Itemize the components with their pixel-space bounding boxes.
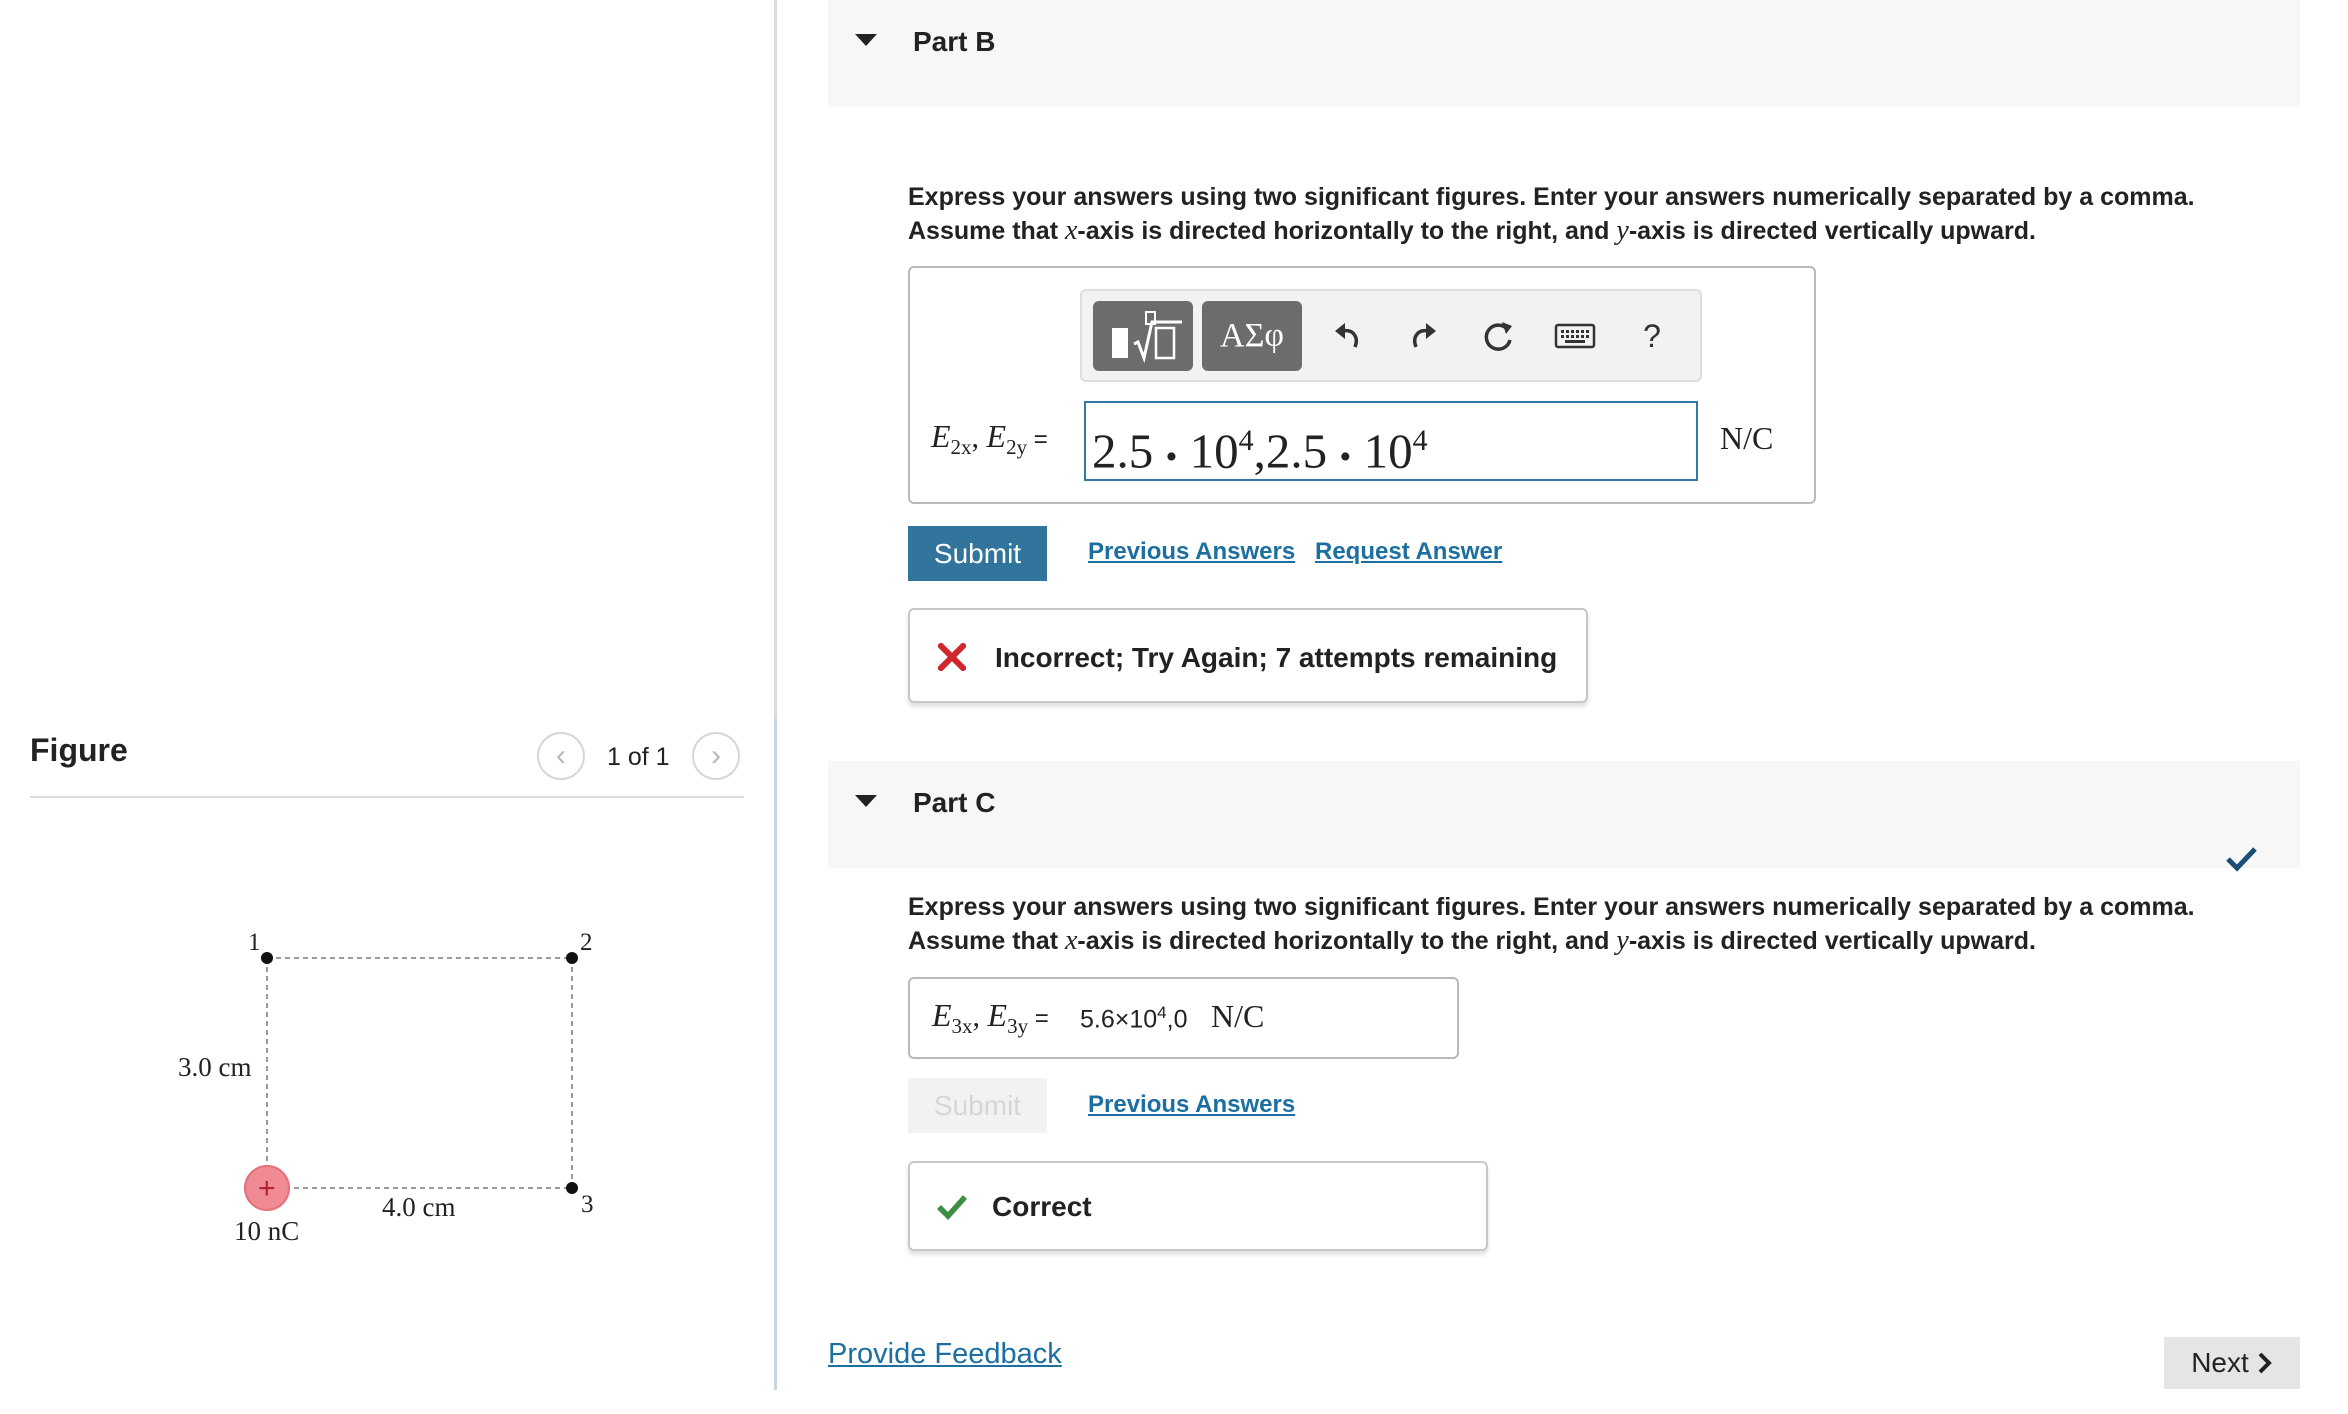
incorrect-x-icon — [938, 643, 966, 671]
provide-feedback-link[interactable]: Provide Feedback — [828, 1338, 1062, 1370]
part-c-answer-box — [908, 977, 1459, 1059]
point-2-dot — [566, 952, 578, 964]
part-b-header[interactable] — [828, 0, 2300, 107]
part-b-instructions — [908, 181, 2328, 248]
redo-icon — [1406, 319, 1440, 353]
redo-button[interactable] — [1393, 305, 1453, 367]
collapse-caret-icon — [855, 34, 877, 46]
templates-button[interactable] — [1093, 301, 1193, 371]
part-c-header[interactable] — [828, 761, 2300, 868]
figure-prev-button[interactable] — [537, 732, 585, 780]
point-1-label: 1 — [248, 929, 261, 956]
part-c-unit: N/C — [1211, 998, 1265, 1034]
keyboard-button[interactable] — [1542, 305, 1608, 367]
dashed-rectangle — [267, 958, 572, 1188]
part-c-instructions — [908, 891, 2328, 958]
keyboard-icon — [1554, 321, 1596, 351]
charge-figure — [0, 900, 770, 1260]
reset-button[interactable] — [1468, 305, 1528, 367]
part-c-answer-value: $5.6\times 10^4,0$ — [1080, 1003, 1188, 1034]
part-c-submit-button[interactable]: Submit — [908, 1078, 1047, 1133]
part-b-request-answer-link[interactable]: Request Answer — [1315, 538, 1503, 565]
figure-pager: 1 of 1 — [607, 743, 670, 771]
correct-check-icon — [936, 1193, 968, 1221]
greek-symbols-button[interactable]: ΑΣφ — [1202, 301, 1302, 371]
point-3-label: 3 — [581, 1191, 594, 1218]
part-c-previous-answers-link[interactable]: Previous Answers — [1088, 1091, 1296, 1118]
help-button[interactable]: ? — [1643, 317, 1661, 354]
part-b-unit: N/C — [1720, 420, 1774, 456]
point-2-label: 2 — [580, 929, 593, 956]
part-b-feedback-text: Incorrect; Try Again; 7 attempts remaining — [995, 642, 1558, 673]
part-b-answer-input[interactable]: 2.5 • $10^4,2.5$ • $10^4$ — [1084, 401, 1698, 481]
part-c-feedback-text: Correct — [992, 1191, 1092, 1222]
figure-next-button[interactable] — [692, 732, 740, 780]
undo-button[interactable] — [1318, 305, 1378, 367]
part-b-submit-button[interactable]: Submit — [908, 526, 1047, 581]
part-b-title: Part B — [913, 26, 996, 57]
part-b-feedback — [908, 608, 1588, 703]
figure-title: Figure — [30, 732, 128, 768]
part-c-feedback — [908, 1161, 1488, 1251]
collapse-caret-icon — [855, 795, 877, 807]
part-b-instruction-line2: Assume that x-axis is directed horizontally to the right, and y-axis is directed vertically upward. — [908, 215, 2036, 246]
completed-check-icon — [2225, 844, 2259, 874]
part-b-previous-answers-link[interactable]: Previous Answers — [1088, 538, 1296, 565]
next-button-label: Next — [2191, 1347, 2249, 1378]
part-c-title: Part C — [913, 787, 996, 818]
charge-plus-sign: + — [258, 1172, 276, 1205]
reset-icon — [1480, 318, 1516, 354]
part-b-answer-label: $E_{2x}$, $E_{2y}$ = — [931, 418, 1048, 459]
chevron-right-icon — [2257, 1351, 2273, 1375]
math-toolbar — [1080, 289, 1702, 382]
undo-icon — [1331, 319, 1365, 353]
point-1-dot — [261, 952, 273, 964]
point-3-dot — [566, 1182, 578, 1194]
next-button[interactable] — [2164, 1337, 2300, 1389]
chevron-right-icon: › — [711, 739, 721, 772]
part-c-instruction-line2: Assume that x-axis is directed horizontally to the right, and y-axis is directed vertically upward. — [908, 925, 2036, 956]
dimension-horizontal: 4.0 cm — [382, 1192, 456, 1222]
sqrt-template-icon — [1098, 308, 1188, 364]
dimension-vertical: 3.0 cm — [178, 1052, 252, 1082]
chevron-left-icon: ‹ — [556, 739, 566, 772]
charge-label: 10 nC — [234, 1216, 300, 1246]
part-b-instruction-line1: Express your answers using two significant figures. Enter your answers numerically separated by a comma. — [908, 183, 2195, 211]
figure-header-rule — [30, 796, 744, 798]
part-c-answer-label: $E_{3x}$, $E_{3y}$ = — [932, 997, 1049, 1038]
part-c-instruction-line1: Express your answers using two significant figures. Enter your answers numerically separated by a comma. — [908, 893, 2195, 921]
panel-resize-handle[interactable] — [774, 718, 777, 1390]
